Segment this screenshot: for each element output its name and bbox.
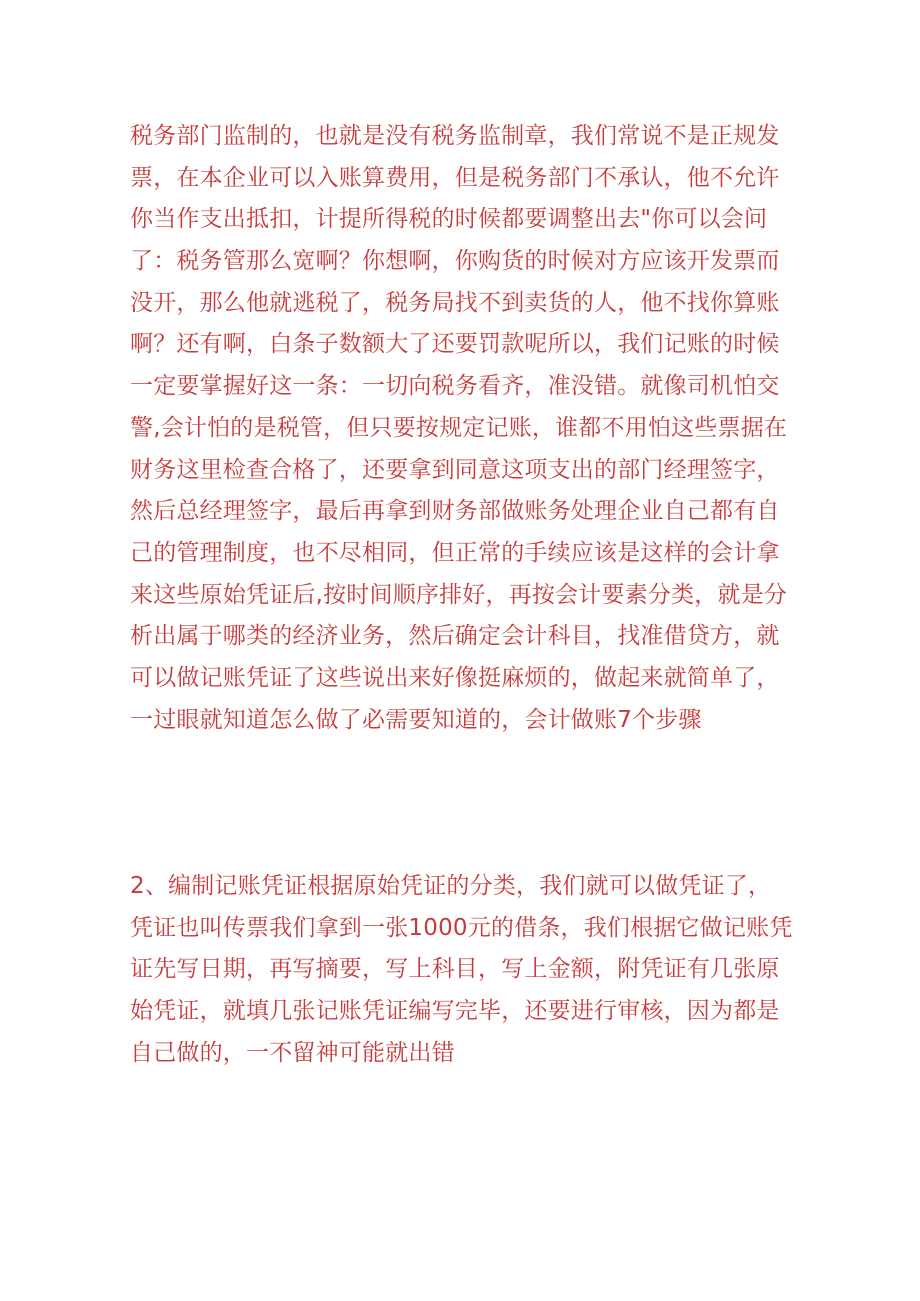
text-line: 凭证也叫传票我们拿到一张1000元的借条，我们根据它做记账凭 bbox=[130, 914, 793, 941]
text-line: 2、编制记账凭证根据原始凭证的分类，我们就可以做凭证了， bbox=[130, 873, 772, 899]
text-line: 析出属于哪类的经济业务，然后确定会计科目，找准借贷方，就 bbox=[130, 623, 780, 650]
text-line: 可以做记账凭证了这些说出来好像挺麻烦的，做起来就简单了， bbox=[130, 664, 780, 691]
text-line: 一定要掌握好这一条：一切向税务看齐，准没错。就像司机怕交 bbox=[130, 373, 780, 400]
text-line: 财务这里检查合格了，还要拿到同意这项支出的部门经理签字， bbox=[130, 456, 780, 483]
text-line: 来这些原始凭证后,按时间顺序排好，再按会计要素分类，就是分 bbox=[130, 581, 788, 608]
text-line: 了：税务管那么宽啊？你想啊，你购货的时候对方应该开发票而 bbox=[130, 248, 780, 275]
text-line: 一过眼就知道怎么做了必需要知道的，会计做账7个步骤 bbox=[130, 706, 702, 733]
text-line: 始凭证，就填几张记账凭证编写完毕，还要进行审核，因为都是 bbox=[130, 998, 780, 1025]
text-line: 税务部门监制的，也就是没有税务监制章，我们常说不是正规发 bbox=[130, 123, 780, 149]
text-line: 自己做的，一不留神可能就出错 bbox=[130, 1039, 455, 1066]
text-line: 你当作支出抵扣，计提所得税的时候都要调整出去"你可以会问 bbox=[130, 206, 768, 233]
text-line: 证先写日期，再写摘要，写上科目，写上金额，附凭证有几张原 bbox=[130, 956, 780, 983]
paragraph-1 bbox=[130, 116, 790, 741]
text-line: 然后总经理签字，最后再拿到财务部做账务处理企业自己都有自 bbox=[130, 498, 780, 525]
text-line: 警,会计怕的是税管，但只要按规定记账，谁都不用怕这些票据在 bbox=[130, 414, 788, 441]
text-line: 己的管理制度，也不尽相同，但正常的手续应该是这样的会计拿 bbox=[130, 539, 780, 566]
text-line: 啊？还有啊，白条子数额大了还要罚款呢所以，我们记账的时候 bbox=[130, 331, 780, 358]
paragraph-2 bbox=[130, 866, 793, 1074]
text-line: 没开，那么他就逃税了，税务局找不到卖货的人，他不找你算账 bbox=[130, 289, 780, 316]
text-line: 票，在本企业可以入账算费用，但是税务部门不承认，他不允许 bbox=[130, 164, 780, 191]
